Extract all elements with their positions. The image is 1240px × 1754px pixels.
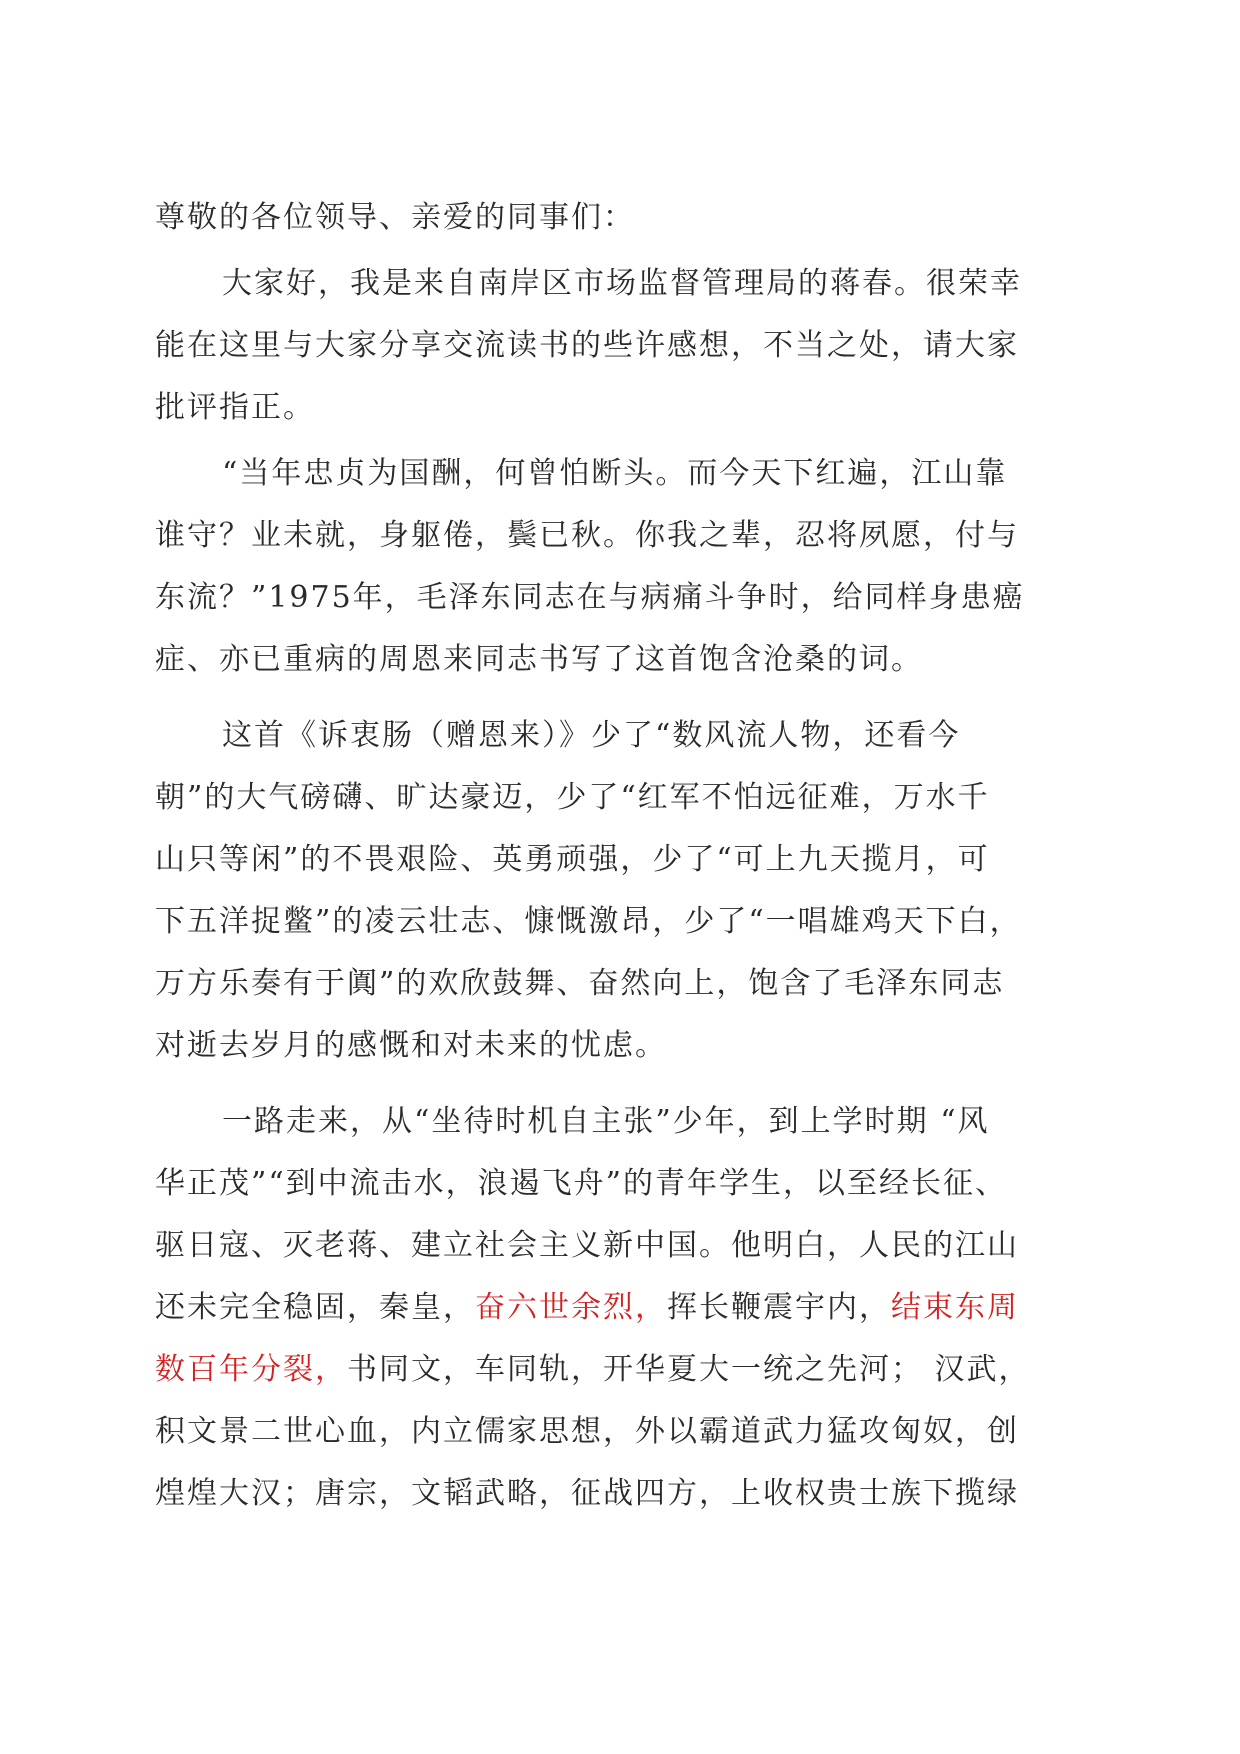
paragraph-line-highlighted bbox=[155, 1340, 1085, 1400]
line-text: 书同文，车同轨，开华夏大一统之先河； 汉武， bbox=[347, 1352, 1031, 1387]
paragraph-line: 驱日寇、灭老蒋、建立社会主义新中国。他明白，人民的江山 bbox=[155, 1228, 1019, 1263]
paragraph-line: 东流？”1975年，毛泽东同志在与病痛斗争时，给同样身患癌 bbox=[155, 580, 1025, 615]
paragraph-line: “当年忠贞为国酬，何曾怕断头。而今天下红遍，江山靠 bbox=[222, 456, 1008, 491]
paragraph-line-highlighted bbox=[155, 1278, 1085, 1338]
paragraph-line: 症、亦已重病的周恩来同志书写了这首饱含沧桑的词。 bbox=[155, 642, 923, 677]
highlighted-text: 数百年分裂， bbox=[155, 1352, 347, 1387]
paragraph-line: 谁守？业未就，身躯倦，鬓已秋。你我之辈，忍将夙愿，付与 bbox=[155, 518, 1019, 553]
paragraph-line: 万方乐奏有于阗”的欢欣鼓舞、奋然向上，饱含了毛泽东同志 bbox=[155, 966, 1005, 1001]
paragraph-line: 下五洋捉鳖”的凌云壮志、慷慨激昂，少了“一唱雄鸡天下白， bbox=[155, 904, 1022, 939]
paragraph-line: 华正茂”“到中流击水，浪遏飞舟”的青年学生，以至经长征、 bbox=[155, 1166, 1008, 1201]
line-text: 还未完全稳固，秦皇， bbox=[155, 1290, 475, 1325]
salutation: 尊敬的各位领导、亲爱的同事们： bbox=[155, 200, 635, 235]
paragraph-line: 这首《诉衷肠（赠恩来）》少了“数风流人物，还看今 bbox=[222, 718, 961, 753]
paragraph-line: 大家好，我是来自南岸区市场监督管理局的蒋春。很荣幸 bbox=[222, 266, 1022, 301]
paragraph-line: 批评指正。 bbox=[155, 390, 315, 425]
line-text: 挥长鞭震宇内， bbox=[667, 1290, 891, 1325]
paragraph-line: 积文景二世心血，内立儒家思想，外以霸道武力猛攻匈奴，创 bbox=[155, 1414, 1019, 1449]
paragraph-line: 山只等闲”的不畏艰险、英勇顽强，少了“可上九天揽月，可 bbox=[155, 842, 990, 877]
highlighted-text: 结束东周 bbox=[891, 1290, 1019, 1325]
highlighted-text: 奋六世余烈， bbox=[475, 1290, 667, 1325]
paragraph-line: 一路走来，从“坐待时机自主张”少年，到上学时期 “风 bbox=[222, 1104, 990, 1139]
paragraph-line: 能在这里与大家分享交流读书的些许感想，不当之处，请大家 bbox=[155, 328, 1019, 363]
paragraph-line: 煌煌大汉；唐宗，文韬武略，征战四方，上收权贵士族下揽绿 bbox=[155, 1476, 1019, 1511]
paragraph-line: 朝”的大气磅礴、旷达豪迈，少了“红军不怕远征难，万水千 bbox=[155, 780, 990, 815]
paragraph-line: 对逝去岁月的感慨和对未来的忧虑。 bbox=[155, 1028, 667, 1063]
